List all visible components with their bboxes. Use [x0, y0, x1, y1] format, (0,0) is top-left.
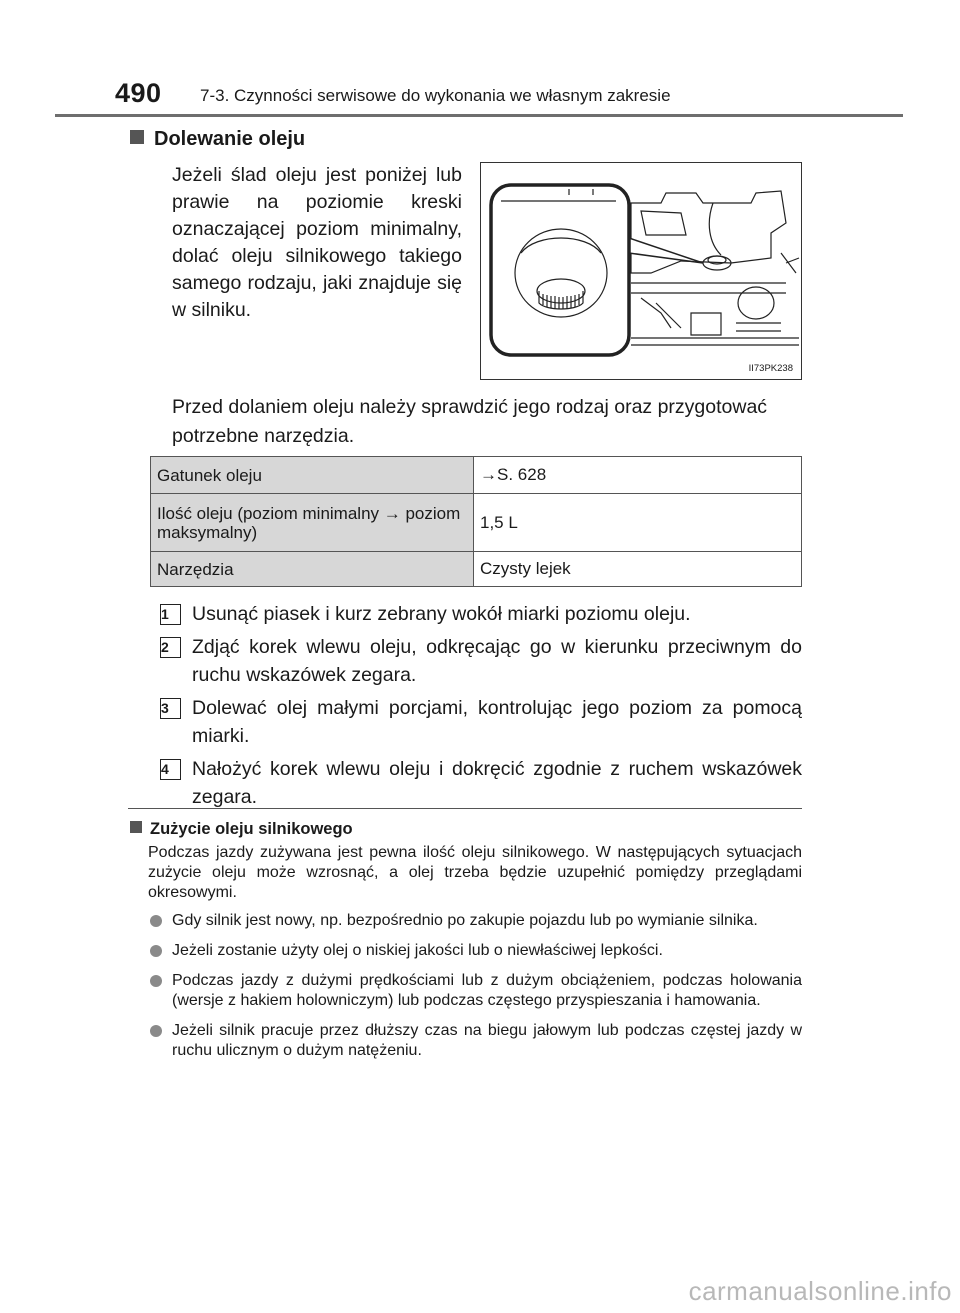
table-cell-value: 1,5 L	[474, 494, 802, 552]
list-item	[130, 911, 802, 931]
table-cell-label: Narzędzia	[151, 552, 474, 587]
notes-title-text: Zużycie oleju silnikowego	[150, 820, 353, 838]
oil-spec-table	[150, 456, 802, 587]
section-title	[130, 128, 305, 151]
engine-drawing	[481, 163, 801, 379]
table-cell-label: Ilość oleju (poziom minimalny → poziom maksymalny)	[151, 494, 474, 552]
step-item	[160, 600, 802, 628]
notes-section	[130, 820, 802, 1071]
list-item-text: Gdy silnik jest nowy, np. bezpośrednio po zakupie pojazdu lub po wymianie silnika.	[172, 912, 758, 929]
page-number: 490	[115, 78, 162, 108]
step-number-badge: 4	[160, 759, 181, 780]
arrow-right-icon: →	[480, 465, 497, 484]
square-bullet-icon	[130, 821, 142, 833]
square-bullet-icon	[130, 130, 144, 144]
list-item	[130, 1021, 802, 1061]
section-title-text: Dolewanie oleju	[154, 128, 306, 150]
header-divider	[55, 114, 903, 117]
figure-code: II73PK238	[748, 363, 793, 374]
step-number-badge: 1	[160, 604, 181, 625]
step-number-badge: 2	[160, 637, 181, 658]
table-row	[151, 457, 802, 494]
circle-bullet-icon	[150, 945, 162, 957]
list-item-text: Jeżeli silnik pracuje przez dłuższy czas na biegu jałowym lub podczas częstej jazdy w ruchu ulicznym o dużym natężeniu.	[172, 1022, 802, 1059]
list-item-text: Jeżeli zostanie użyty olej o niskiej jakości lub o niewłaściwej lepkości.	[172, 942, 663, 959]
step-text: Dolewać olej małymi porcjami, kontrolując jego poziom za pomocą miarki.	[192, 697, 802, 747]
chapter-title: 7-3. Czynności serwisowe do wykonania we własnym zakresie	[200, 86, 671, 105]
circle-bullet-icon	[150, 915, 162, 927]
notes-title	[130, 820, 802, 839]
procedure-steps	[160, 600, 802, 816]
circle-bullet-icon	[150, 975, 162, 987]
step-item	[160, 694, 802, 750]
intro-paragraph: Jeżeli ślad oleju jest poniżej lub prawie na poziomie kreski oznaczającej poziom minimalny, dolać oleju silnikowego takiego samego rodzaju, jaki znajduje się w silniku.	[172, 164, 462, 321]
circle-bullet-icon	[150, 1025, 162, 1037]
step-item	[160, 633, 802, 689]
table-cell-label: Gatunek oleju	[151, 457, 474, 494]
engine-oil-cap-illustration	[480, 162, 802, 380]
table-row	[151, 494, 802, 552]
list-item	[130, 941, 802, 961]
step-text: Nałożyć korek wlewu oleju i dokręcić zgodnie z ruchem wskazówek zegara.	[192, 758, 802, 808]
page-reference: S. 628	[497, 465, 547, 484]
table-row	[151, 552, 802, 587]
step-text: Usunąć piasek i kurz zebrany wokół miarki poziomu oleju.	[192, 603, 691, 625]
list-item	[130, 971, 802, 1011]
notes-paragraph: Podczas jazdy zużywana jest pewna ilość oleju silnikowego. W następujących sytuacjach zużycie oleju może wzrosnąć, a olej trzeba będzie uzupełnić pomiędzy przeglądami okresowymi.	[148, 844, 802, 901]
step-text: Zdjąć korek wlewu oleju, odkręcając go w kierunku przeciwnym do ruchu wskazówek zegara.	[192, 636, 802, 686]
step-number-badge: 3	[160, 698, 181, 719]
list-item-text: Podczas jazdy z dużymi prędkościami lub z dużym obciążeniem, podczas holowania (wersje z hakiem holowniczym) lub podczas częstego przyspieszania i hamowania.	[172, 972, 802, 1009]
section-divider	[128, 808, 802, 809]
preparation-paragraph: Przed dolaniem oleju należy sprawdzić jego rodzaj oraz przygotować potrzebne narzędzia.	[172, 396, 768, 447]
table-cell-value: Czysty lejek	[474, 552, 802, 587]
watermark: carmanualsonline.info	[688, 1276, 952, 1306]
step-item	[160, 755, 802, 811]
page-header	[55, 78, 903, 118]
table-cell-value	[474, 457, 802, 494]
